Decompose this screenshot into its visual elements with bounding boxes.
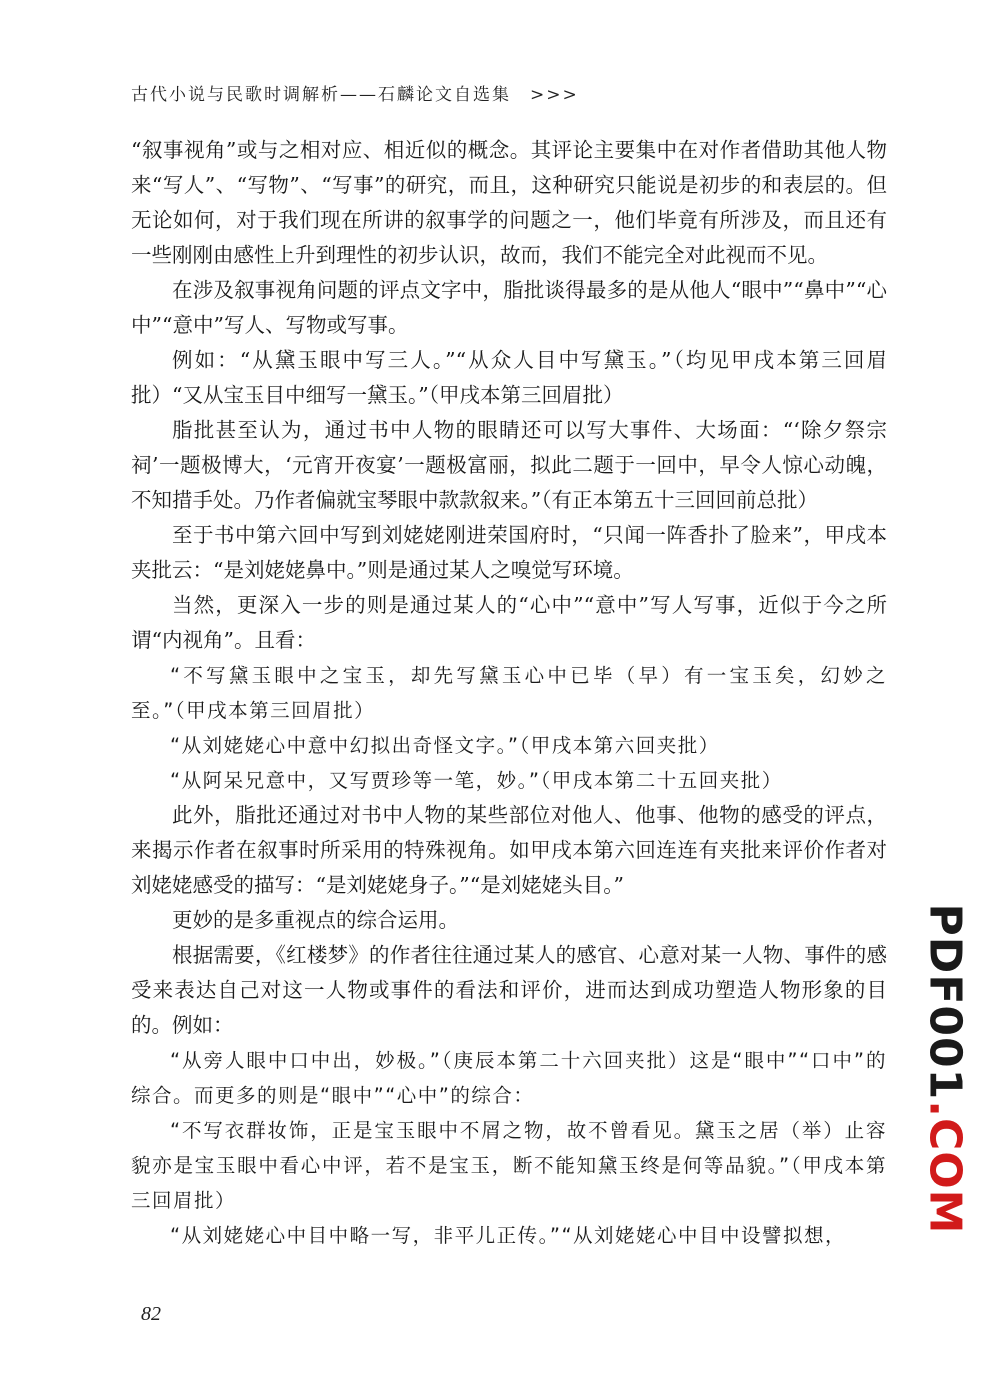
body-text (131, 133, 887, 1253)
quote-paragraph: “从刘姥姥心中意中幻拟出奇怪文字。”（甲戌本第六回夹批） (170, 734, 720, 757)
quote-paragraph: “从阿呆兄意中，又写贾珍等一笔，妙。”（甲戌本第二十五回夹批） (170, 769, 783, 792)
paragraph: 此外，脂批还通过对书中人物的某些部位对他人、他事、他物的感受的评点，来揭示作者在叙事时所采用的特殊视角。如甲戌本第六回连连有夹批来评价作者对刘姥姥感受的描写：“是刘姥姥身子。”“是刘姥姥头目。” (131, 803, 887, 897)
paragraph: 根据需要，《红楼梦》的作者往往通过某人的感官、心意对某一人物、事件的感受来表达自己对这一人物或事件的看法和评价，进而达到成功塑造人物形象的目的。例如： (131, 943, 887, 1037)
quote-paragraph: “从刘姥姥心中目中略一写，非平儿正传。”“从刘姥姥心中目中设譬拟想， (170, 1224, 847, 1247)
quote-paragraph: “从旁人眼中口中出，妙极。”（庚辰本第二十六回夹批）这是“眼中”“口中”的综合。而更多的则是“眼中”“心中”的综合： (131, 1049, 887, 1107)
paragraph: 更妙的是多重视点的综合运用。 (172, 908, 459, 932)
running-header: 古代小说与民歌时调解析——石麟论文自选集 >>> (131, 85, 579, 105)
paragraph: 至于书中第六回中写到刘姥姥刚进荣国府时，“只闻一阵香扑了脸来”，甲戌本夹批云：“是刘姥姥鼻中。”则是通过某人之嗅觉写环境。 (131, 523, 887, 582)
watermark-text (920, 904, 971, 1235)
watermark-main: PDF001 (919, 903, 971, 1101)
paragraph: 脂批甚至认为，通过书中人物的眼睛还可以写大事件、大场面：“‘除夕祭宗祠’一题极博大，‘元宵开夜宴’一题极富丽，拟此二题于一回中，早令人惊心动魄，不知措手处。乃作者偏就宝琴眼中款款叙来。”（有正本第五十三回回前总批） (131, 418, 887, 512)
quote-paragraph: “不写黛玉眼中之宝玉，却先写黛玉心中已毕（早）有一宝玉矣，幻妙之至。”（甲戌本第三回眉批） (131, 664, 887, 722)
watermark-suffix: .COM (919, 1100, 971, 1235)
page-number: 82 (141, 1303, 161, 1325)
quote-paragraph: “不写衣群妆饰，正是宝玉眼中不屑之物，故不曾看见。黛玉之居（举）止容貌亦是宝玉眼中看心中评，若不是宝玉，断不能知黛玉终是何等品貌。”（甲戌本第三回眉批） (131, 1119, 887, 1212)
paragraph: 例如：“从黛玉眼中写三人。”“从众人目中写黛玉。”（均见甲戌本第三回眉批）“又从宝玉目中细写一黛玉。”（甲戌本第三回眉批） (131, 348, 887, 407)
watermark (919, 903, 971, 1235)
paragraph: 当然，更深入一步的则是通过某人的“心中”“意中”写人写事，近似于今之所谓“内视角”。且看： (131, 593, 887, 652)
paragraph: “叙事视角”或与之相对应、相近似的概念。其评论主要集中在对作者借助其他人物来“写人”、“写物”、“写事”的研究，而且，这种研究只能说是初步的和表层的。但无论如何，对于我们现在所讲的叙事学的问题之一，他们毕竟有所涉及，而且还有一些刚刚由感性上升到理性的初步认识，故而，我们不能完全对此视而不见。 (131, 138, 887, 267)
paragraph: 在涉及叙事视角问题的评点文字中，脂批谈得最多的是从他人“眼中”“鼻中”“心中”“意中”写人、写物或写事。 (131, 278, 887, 337)
